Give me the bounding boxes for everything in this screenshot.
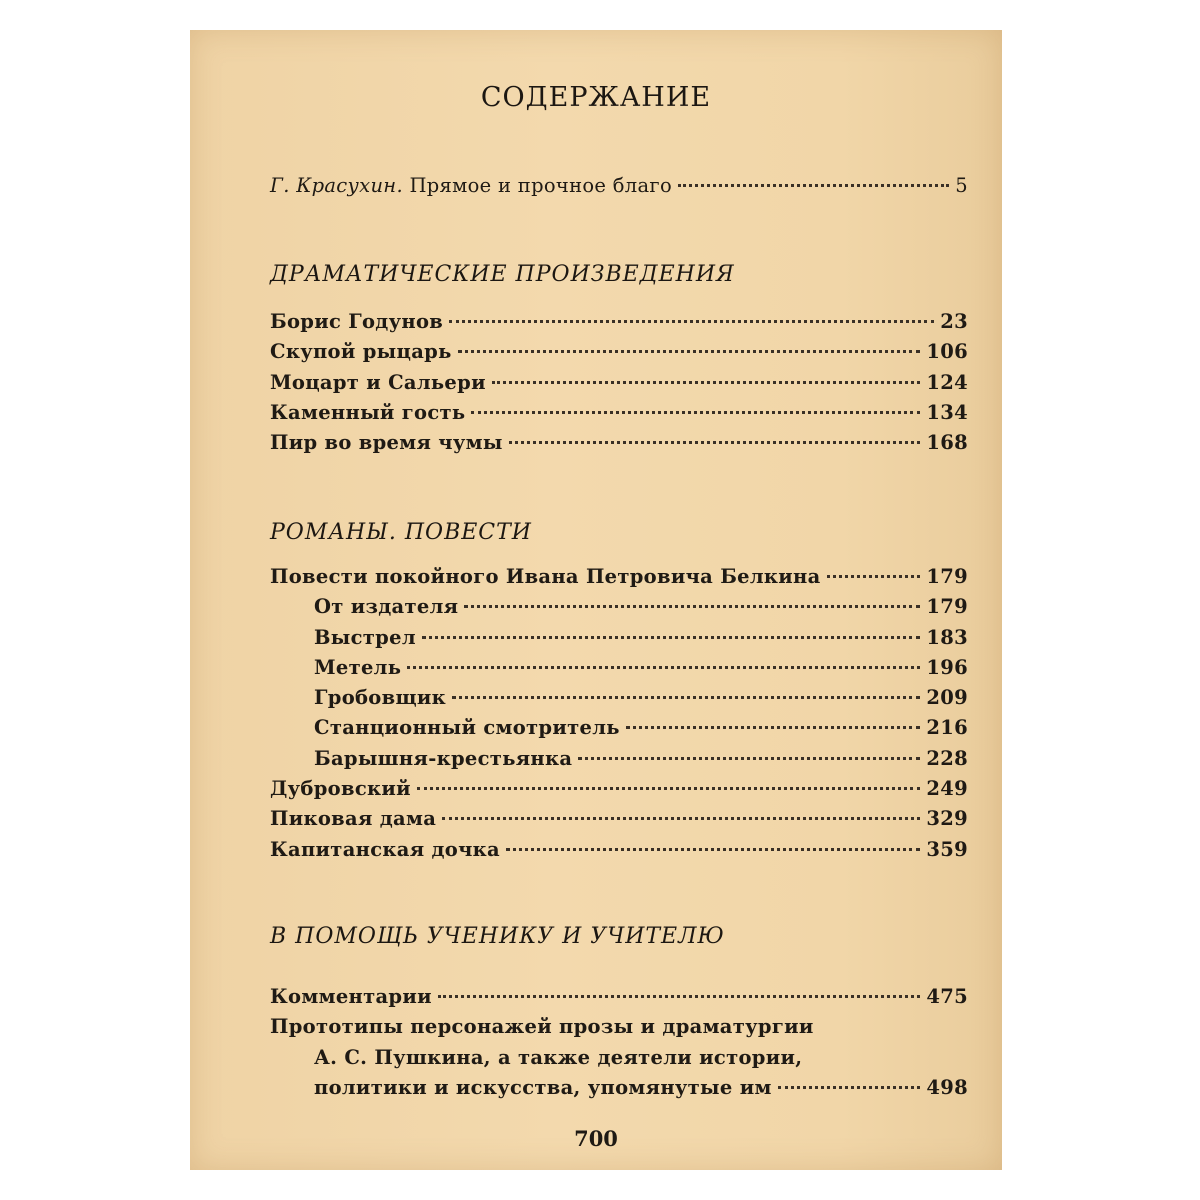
toc-row — [270, 747, 968, 777]
toc-page-number: 359 — [926, 837, 968, 861]
toc-page-number: 183 — [926, 625, 968, 649]
toc-page-number: 134 — [926, 400, 968, 424]
toc-entry-title: Пиковая дама — [270, 807, 437, 831]
toc-entry-title: Дубровский — [270, 777, 411, 801]
section-title-prose: РОМАНЫ. ПОВЕСТИ — [270, 520, 532, 545]
toc-row — [270, 565, 968, 595]
toc-entry-title: Пир во время чумы — [270, 431, 503, 455]
dot-leader — [626, 726, 921, 729]
toc-row — [270, 310, 968, 340]
toc-page-number: 249 — [926, 777, 968, 801]
toc-entry-title: Капитанская дочка — [270, 837, 500, 861]
dot-leader — [506, 848, 920, 851]
toc-list-prose — [270, 565, 968, 868]
toc-list-study — [270, 985, 968, 1107]
toc-row — [270, 985, 968, 1015]
toc-page-number: 179 — [926, 595, 968, 619]
toc-page-number: 168 — [926, 431, 968, 455]
toc-page-number: 228 — [926, 746, 968, 770]
toc-entry-title: Скупой рыцарь — [270, 340, 452, 364]
toc-page-number: 475 — [926, 985, 968, 1008]
toc-page-number: 106 — [926, 340, 968, 364]
toc-page-number: 216 — [926, 716, 968, 740]
dot-leader — [678, 184, 949, 187]
toc-row — [270, 1076, 968, 1107]
dot-leader — [509, 441, 921, 444]
toc-page-number: 196 — [926, 655, 968, 679]
toc-row — [270, 807, 968, 837]
book-page — [190, 30, 1002, 1170]
dot-leader — [827, 575, 921, 578]
toc-entry-title: Борис Годунов — [270, 310, 444, 333]
dot-leader — [438, 995, 921, 998]
toc-row — [270, 595, 968, 625]
toc-multiline-entry — [270, 1015, 968, 1107]
toc-row — [270, 777, 968, 807]
section-title-study: В ПОМОЩЬ УЧЕНИКУ И УЧИТЕЛЮ — [270, 924, 725, 949]
dot-leader — [407, 666, 920, 669]
toc-entry-title: Барышня-крестьянка — [314, 746, 573, 770]
toc-row — [270, 626, 968, 656]
toc-row — [270, 431, 968, 461]
toc-row — [270, 371, 968, 401]
toc-entry-line: Прототипы персонажей прозы и драматургии — [270, 1015, 814, 1039]
toc-page-number: 5 — [955, 174, 968, 197]
toc-row — [270, 656, 968, 686]
dot-leader — [452, 696, 920, 699]
toc-page-number: 209 — [926, 686, 968, 710]
toc-entry-title: Выстрел — [314, 625, 416, 649]
dot-leader — [458, 350, 921, 353]
section-title-drama: ДРАМАТИЧЕСКИЕ ПРОИЗВЕДЕНИЯ — [270, 262, 735, 287]
dot-leader — [422, 636, 921, 639]
toc-entry-title: Комментарии — [270, 985, 432, 1008]
toc-row — [270, 686, 968, 716]
toc-list-drama — [270, 310, 968, 461]
page-heading: СОДЕРЖАНИЕ — [480, 82, 712, 113]
dot-leader — [442, 817, 920, 820]
dot-leader — [417, 787, 920, 790]
intro-author: Г. Красухин. — [270, 174, 403, 197]
toc-row — [270, 716, 968, 746]
dot-leader — [778, 1086, 921, 1089]
toc-page-number: 23 — [940, 310, 968, 333]
dot-leader — [464, 605, 920, 608]
toc-page-number: 124 — [926, 370, 968, 394]
toc-entry-title: Станционный смотритель — [314, 716, 620, 740]
toc-entry-title: Повести покойного Ивана Петровича Белкина — [270, 565, 821, 588]
toc-row — [270, 340, 968, 370]
toc-page-number: 179 — [926, 565, 968, 588]
toc-page-number: 329 — [926, 807, 968, 831]
dot-leader — [449, 320, 934, 323]
intro-title: Прямое и прочное благо — [409, 174, 672, 197]
toc-row — [270, 838, 968, 868]
toc-entry-line: А. С. Пушкина, а также деятели истории, — [314, 1045, 803, 1069]
dot-leader — [471, 411, 920, 414]
toc-entry-line: политики и искусства, упомянутые им — [314, 1076, 772, 1100]
dot-leader — [492, 381, 921, 384]
intro-entry — [270, 174, 968, 204]
toc-entry-title — [270, 174, 672, 197]
toc-page-number: 498 — [926, 1076, 968, 1100]
dot-leader — [578, 757, 920, 760]
page-number-footer: 700 — [574, 1126, 618, 1151]
toc-row — [270, 401, 968, 431]
toc-row — [270, 174, 968, 204]
toc-entry-title: Каменный гость — [270, 400, 466, 424]
toc-entry-title: Метель — [314, 655, 402, 679]
toc-entry-title: Моцарт и Сальери — [270, 370, 486, 394]
toc-entry-title: От издателя — [314, 595, 459, 619]
toc-entry-title: Гробовщик — [314, 686, 447, 710]
